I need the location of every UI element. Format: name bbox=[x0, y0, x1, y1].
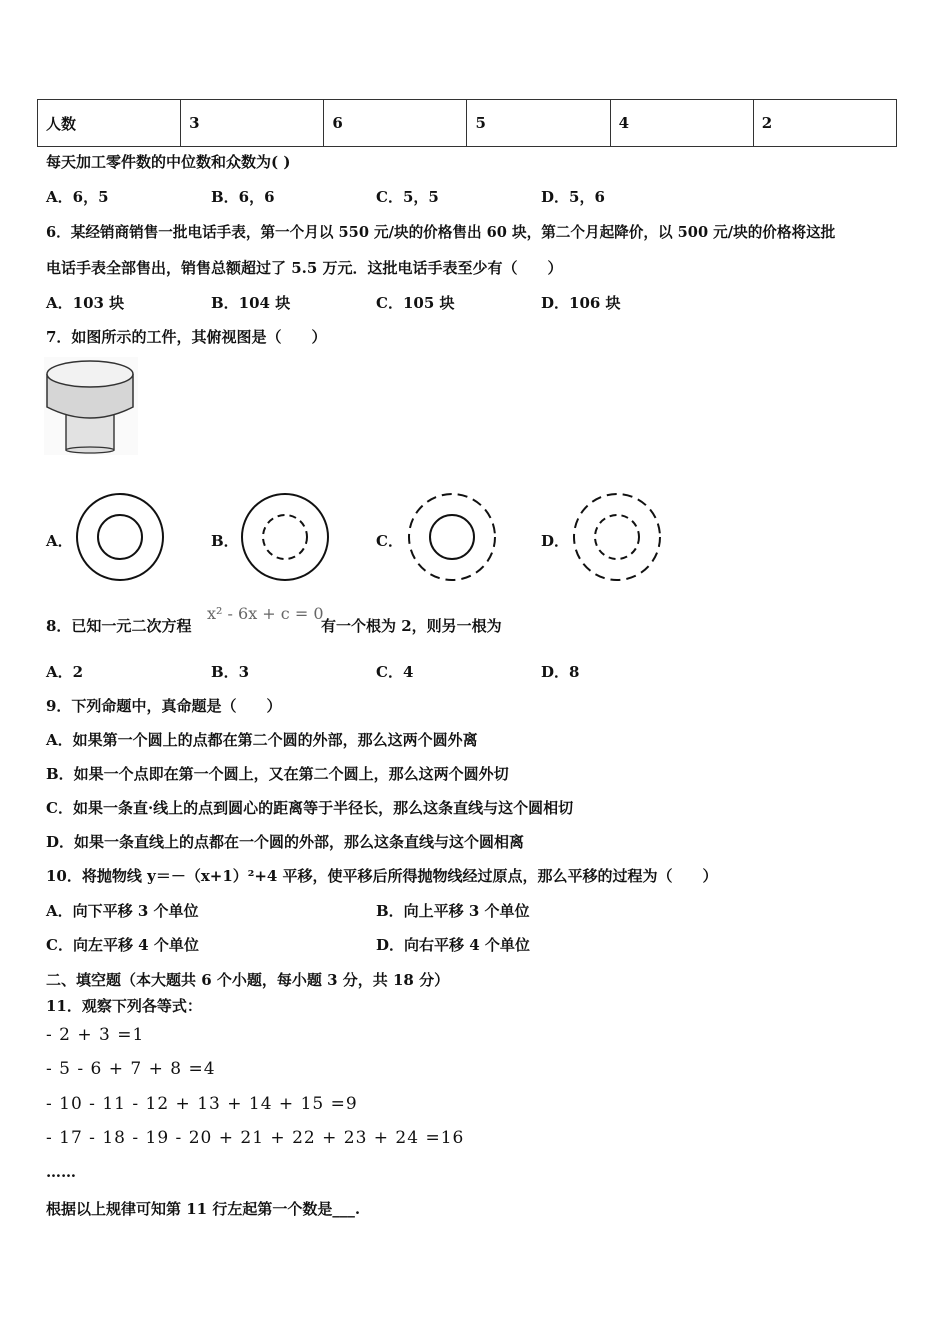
q8-option-a: A．2 bbox=[46, 663, 84, 681]
data-table bbox=[37, 99, 897, 147]
q11-equation-4: - 17 - 18 - 19 - 20 + 21 + 22 + 23 + 24 =16 bbox=[46, 1128, 465, 1148]
q5-option-a: A．6，5 bbox=[46, 188, 109, 206]
q11-equation-3: - 10 - 11 - 12 + 13 + 14 + 15 =9 bbox=[46, 1094, 358, 1114]
q7-option-c-label: C． bbox=[376, 532, 403, 550]
question-11-stem: 11．观察下列各等式： bbox=[46, 997, 202, 1015]
q6-option-d: D．106 块 bbox=[541, 294, 621, 312]
q9-option-d: D．如果一条直线上的点都在一个圆的外部，那么这条直线与这个圆相离 bbox=[46, 833, 525, 851]
q9-option-b: B．如果一个点即在第一个圆上，又在第二个圆上，那么这两个圆外切 bbox=[46, 765, 509, 783]
q11-equation-2: - 5 - 6 + 7 + 8 =4 bbox=[46, 1059, 216, 1079]
q5-option-d: D．5，6 bbox=[541, 188, 605, 206]
q7-option-b-label: B． bbox=[211, 532, 239, 550]
q9-option-a: A．如果第一个圆上的点都在第二个圆的外部，那么这两个圆外离 bbox=[46, 731, 478, 749]
q10-option-a: A．向下平移 3 个单位 bbox=[46, 902, 199, 920]
q7-option-b-figure bbox=[238, 491, 332, 583]
q10-option-c: C．向左平移 4 个单位 bbox=[46, 936, 199, 954]
q5-option-c: C．5，5 bbox=[376, 188, 439, 206]
table-cell: 4 bbox=[610, 100, 753, 147]
q7-option-a-figure bbox=[73, 491, 167, 583]
table-cell: 2 bbox=[753, 100, 896, 147]
question-8-prefix: 8．已知一元二次方程 bbox=[46, 617, 192, 635]
table-header-cell: 人数 bbox=[38, 100, 181, 147]
question-6-stem-line2: 电话手表全部售出，销售总额超过了 5.5 万元．这批电话手表至少有（ ） bbox=[46, 259, 563, 277]
q11-equation-1: - 2 + 3 =1 bbox=[46, 1025, 145, 1045]
q8-equation: x² - 6x + c = 0 bbox=[207, 604, 324, 623]
q11-conclusion: 根据以上规律可知第 11 行左起第一个数是___. bbox=[46, 1200, 361, 1218]
section-2-title: 二、填空题（本大题共 6 个小题，每小题 3 分，共 18 分） bbox=[46, 971, 450, 989]
workpiece-figure bbox=[44, 357, 138, 455]
table-cell: 5 bbox=[467, 100, 610, 147]
table-cell: 3 bbox=[181, 100, 324, 147]
q10-option-d: D．向右平移 4 个单位 bbox=[376, 936, 530, 954]
q6-option-b: B．104 块 bbox=[211, 294, 291, 312]
question-10-stem: 10．将抛物线 y＝－（x+1）²+4 平移，使平移后所得抛物线经过原点，那么平移的过程为（ ） bbox=[46, 867, 718, 885]
question-8-suffix: 有一个根为 2，则另一根为 bbox=[321, 617, 502, 635]
q7-option-d-label: D． bbox=[541, 532, 570, 550]
q8-option-d: D．8 bbox=[541, 663, 580, 681]
question-5-stem: 每天加工零件数的中位数和众数为( ) bbox=[46, 153, 291, 171]
question-6-stem-line1: 6．某经销商销售一批电话手表，第一个月以 550 元/块的价格售出 60 块，第二个月起降价，以 500 元/块的价格将这批 bbox=[46, 224, 836, 241]
q5-option-b: B．6，6 bbox=[211, 188, 275, 206]
q9-option-c: C．如果一条直·线上的点到圆心的距离等于半径长，那么这条直线与这个圆相切 bbox=[46, 799, 574, 817]
q10-option-b: B．向上平移 3 个单位 bbox=[376, 902, 530, 920]
q8-option-c: C．4 bbox=[376, 663, 414, 681]
table-cell: 6 bbox=[324, 100, 467, 147]
q8-option-b: B．3 bbox=[211, 663, 250, 681]
q7-option-d-figure bbox=[570, 491, 664, 583]
q6-option-c: C．105 块 bbox=[376, 294, 455, 312]
table-row bbox=[38, 100, 897, 147]
question-7-stem: 7．如图所示的工件，其俯视图是（ ） bbox=[46, 328, 327, 346]
q11-ellipsis: …… bbox=[46, 1163, 76, 1181]
q6-option-a: A．103 块 bbox=[46, 294, 125, 312]
q7-option-a-label: A． bbox=[46, 532, 73, 550]
q7-option-c-figure bbox=[405, 491, 499, 583]
question-9-stem: 9．下列命题中，真命题是（ ） bbox=[46, 697, 282, 715]
